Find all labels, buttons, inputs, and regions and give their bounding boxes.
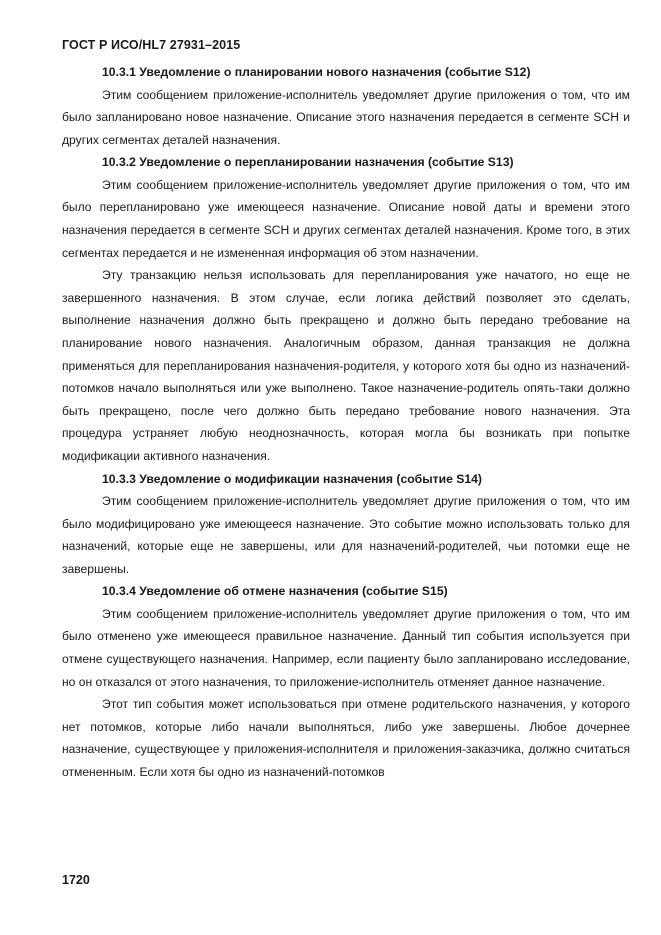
page-number: 1720 [62,873,90,887]
section-heading: 10.3.2 Уведомление о перепланировании назначения (событие S13) [102,155,514,170]
section-heading: 10.3.3 Уведомление о модификации назначения (событие S14) [102,471,482,486]
paragraph: Этим сообщением приложение-исполнитель уведомляет другие приложения о том, что им было запланировано новое назначение. Описание этого назначения передается в сегменте SCH и других сегментах деталей назначения. [62,87,630,147]
section-heading: 10.3.4 Уведомление об отмене назначения (событие S15) [102,584,448,599]
section-10-3-3 [62,468,630,581]
paragraph: Этим сообщением приложение-исполнитель уведомляет другие приложения о том, что им было отменено уже имеющееся правильное назначение. Данный тип события используется при отмене существующего назначения. Например, если пациенту было запланировано исследование, но он отказался от этого назначения, то приложение-исполнитель отменяет данное назначение. [62,606,630,689]
section-heading: 10.3.1 Уведомление о планировании нового назначения (событие S12) [102,65,531,79]
paragraph: Этим сообщением приложение-исполнитель уведомляет другие приложения о том, что им было модифицировано уже имеющееся назначение. Это событие можно использовать только для назначений, которые еще не завершены, или для назначений-родителей, чьи потомки еще не завершены. [62,494,630,576]
section-10-3-1 [62,61,630,151]
page-body [62,61,630,784]
paragraph: Эту транзакцию нельзя использовать для перепланирования уже начатого, но еще не завершенного назначения. В этом случае, если логика действий позволяет это сделать, выполнение назначения должно быть прекращено и должно быть передано требование на планирование нового назначения. Аналогичным образом, данная транзакция не должна применяться для перепланирования назначения-родителя, у которого хотя бы одно из назначений-потомков начало выполняться или уже выполнено. Такое назначение-родитель опять-таки должно быть прекращено, после чего должно быть передано требование нового назначения. Эта процедура устраняет любую неоднозначность, которая могла бы возникать при попытке модификации активного назначения. [62,268,630,463]
section-10-3-4 [62,580,630,783]
section-10-3-2 [62,151,630,467]
paragraph: Этот тип события может использоваться при отмене родительского назначения, у которого нет потомков, которые либо начали выполняться, либо уже завершены. Любое дочернее назначение, существующее у приложения-исполнителя и приложения-заказчика, должно считаться отмененным. Если хотя бы одно из назначений-потомков [62,697,630,780]
standard-header: ГОСТ Р ИСО/HL7 27931–2015 [62,38,241,52]
paragraph: Этим сообщением приложение-исполнитель уведомляет другие приложения о том, что им было перепланировано уже имеющееся назначение. Описание новой даты и времени этого назначения передается в сегменте SCH и других сегментах деталей назначения. Кроме того, в этих сегментах передается и не измененная информация об этом назначении. [62,177,630,260]
